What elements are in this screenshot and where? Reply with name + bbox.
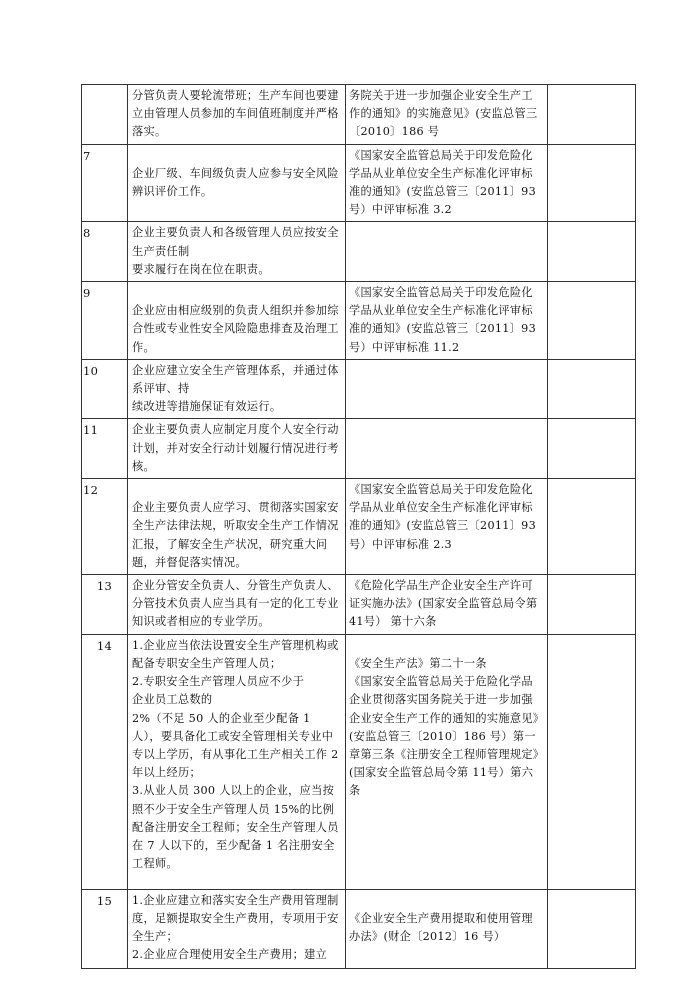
basis-cell <box>346 222 548 282</box>
table-row <box>82 85 636 145</box>
requirement-cell: 企业应建立安全生产管理体系，并通过体系评审、持 续改进等措施保证有效运行。 <box>128 359 346 419</box>
requirement-cell: 企业分管安全负责人、分管生产负责人、分管技术负责人应当具有一定的化工专业知识或者相应的专业学历。 <box>128 575 346 635</box>
requirement-cell: 企业应由相应级别的负责人组织并参加综合性或专业性安全风险隐患排查及治理工作。 <box>128 282 346 360</box>
note-cell <box>548 575 636 635</box>
safety-requirements-table <box>81 84 636 969</box>
row-number: 10 <box>82 359 128 419</box>
row-number: 12 <box>82 479 128 575</box>
note-cell <box>548 85 636 145</box>
row-number <box>82 85 128 145</box>
requirement-cell: 企业厂级、车间级负责人应参与安全风险辨识评价工作。 <box>128 144 346 222</box>
note-cell <box>548 889 636 968</box>
note-cell <box>548 282 636 360</box>
row-number: 13 <box>82 575 128 635</box>
table-row <box>82 359 636 419</box>
requirement-cell: 企业主要负责人应制定月度个人安全行动计划，并对安全行动计划履行情况进行考核。 <box>128 419 346 479</box>
row-number: 11 <box>82 419 128 479</box>
table-row <box>82 479 636 575</box>
table-row <box>82 419 636 479</box>
basis-cell <box>346 419 548 479</box>
note-cell <box>548 479 636 575</box>
basis-cell: 务院关于进一步加强企业安全生产工作的通知》的实施意见》(安监总管三〔2010〕186 号 <box>346 85 548 145</box>
note-cell <box>548 222 636 282</box>
requirement-cell: 1.企业应当依法设置安全生产管理机构或配备专职安全生产管理人员； 2.专职安全生产管理人员应不少于 企业员工总数的 2%（不足 50 人的企业至少配备 1 人），要具备化工或安全管理相关专业中专以上学历，有从事化工生产相关工作 2 年以上经历； 3.从业人员 300 人以上的企业，应当按照不少于安全生产管理人员 15%的比例配备注册安全工程师；安全生产管理人员在 7 人以下的，至少配备 1 名注册安全 工程师。 <box>128 634 346 889</box>
requirement-cell: 1.企业应建立和落实安全生产费用管理制度，足额提取安全生产费用，专项用于安全生产； 2.企业应合理使用安全生产费用；建立 <box>128 889 346 968</box>
basis-cell: 《危险化学品生产企业安全生产许可证实施办法》(国家安全监管总局令第41号） 第十六条 <box>346 575 548 635</box>
table-row <box>82 634 636 889</box>
note-cell <box>548 144 636 222</box>
basis-cell: 《国家安全监管总局关于印发危险化学品从业单位安全生产标准化评审标准的通知》(安监总管三〔2011〕93号）中评审标准 2.3 <box>346 479 548 575</box>
requirement-cell: 企业主要负责人和各级管理人员应按安全生产责任制 要求履行在岗在位在职责。 <box>128 222 346 282</box>
table-row <box>82 282 636 360</box>
note-cell <box>548 419 636 479</box>
basis-cell: 《国家安全监管总局关于印发危险化学品从业单位安全生产标准化评审标准的通知》(安监总管三〔2011〕93号）中评审标准 3.2 <box>346 144 548 222</box>
row-number: 9 <box>82 282 128 360</box>
requirement-cell: 企业主要负责人应学习、贯彻落实国家安全生产法律法规，听取安全生产工作情况汇报，了解安全生产状况，研究重大问题，并督促落实情况。 <box>128 479 346 575</box>
row-number: 15 <box>82 889 128 968</box>
table-row <box>82 889 636 968</box>
basis-cell: 《安全生产法》第二十一条 《国家安全监管总局关于危险化学品企业贯彻落实国务院关于进一步加强企业安全生产工作的通知的实施意见》(安监总管三〔2010〕186 号）第一章第三条《注册安全工程师管理规定》(国家安全监管总局令第 11号）第六条 <box>346 634 548 889</box>
note-cell <box>548 359 636 419</box>
requirement-cell: 分管负责人要轮流带班；生产车间也要建立由管理人员参加的车间值班制度并严格落实。 <box>128 85 346 145</box>
basis-cell: 《国家安全监管总局关于印发危险化学品从业单位安全生产标准化评审标准的通知》(安监总管三〔2011〕93号）中评审标准 11.2 <box>346 282 548 360</box>
basis-cell: 《企业安全生产费用提取和使用管理办法》(财企〔2012〕16 号） <box>346 889 548 968</box>
note-cell <box>548 634 636 889</box>
basis-cell <box>346 359 548 419</box>
row-number: 14 <box>82 634 128 889</box>
row-number: 8 <box>82 222 128 282</box>
row-number: 7 <box>82 144 128 222</box>
table-row <box>82 575 636 635</box>
table-row <box>82 144 636 222</box>
table-row <box>82 222 636 282</box>
